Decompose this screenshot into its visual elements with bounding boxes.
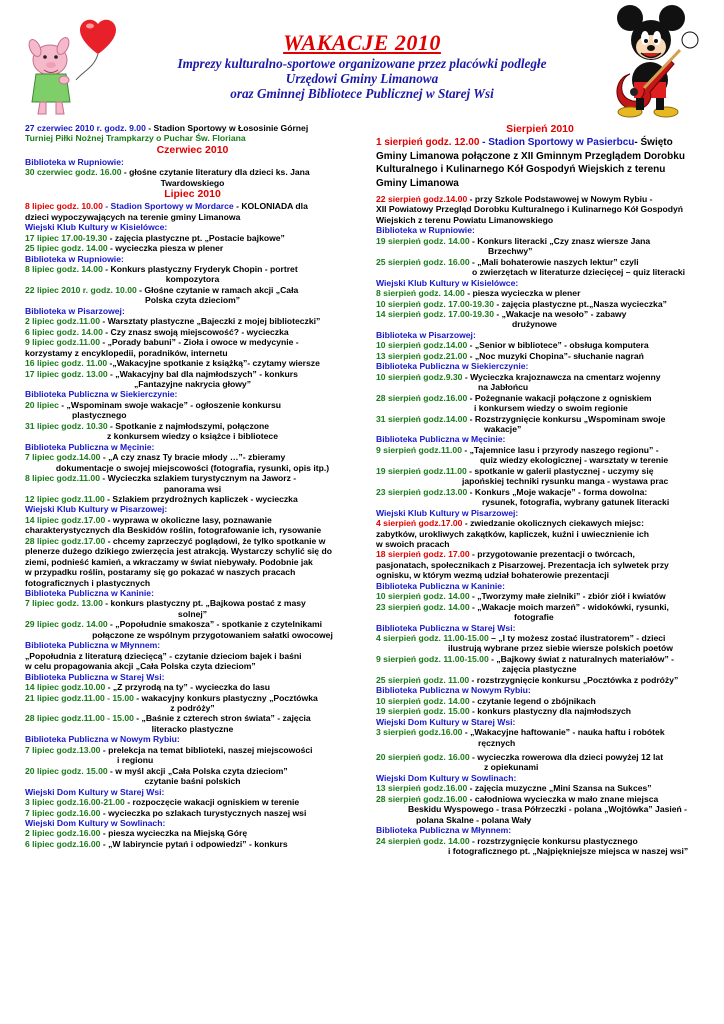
venue-heading: Wiejski Klub Kultury w Kisielówce: [25,222,168,233]
event-line: 28 sierpień godz.16.00 - całodniowa wycieczka w mało znane miejsca [376,793,659,804]
venue-heading: Wiejski Dom Kultury w Sowlinach: [376,772,517,783]
venue-heading: Wiejski Klub Kultury w Kisielówce: [376,277,519,288]
venue-heading: Biblioteka Publiczna w Siekierczynie: [376,361,529,372]
event-line: 17 lipiec godz. 13.00 - „Wakacyjny bal dla najmłodszych” - konkurs [25,368,298,379]
event-line: 2 lipiec godz.11.00 - Warsztaty plastyczne „Bajeczki z mojej biblioteczki” [25,316,321,327]
event-line: 17 lipiec 17.00-19.30 - zajęcia plastyczne pt. „Postacie bajkowe” [25,232,285,243]
event-line: 6 lipiec godz. 14.00 - Czy znasz swoją miejscowość? - wycieczka [25,326,289,337]
mickey-guitar-illustration [600,0,710,118]
event-line: 25 lipiec godz. 14.00 - wycieczka piesza w plener [25,243,224,254]
event-line: w celu propagowania akcji „Cała Polska czyta dzieciom” [25,661,256,672]
month-heading-czerwiec: Czerwiec 2010 [156,143,229,156]
event-line: 28 lipiec godz.11.00 - 15.00 - „Baśnie z czterech stron świata” - zajęcia [25,713,311,724]
event-line: 8 lipiec godz.11.00 - Wycieczka szlakiem turystycznym na Jaworz - [25,473,297,484]
event-line: Gminy Limanowa [376,177,459,189]
event-line: 13 sierpień godz.21.00 - „Noc muzyki Chopina”- słuchanie nagrań [376,350,644,361]
event-line: dzieci wypoczywających na terenie gminy Limanowa [25,211,241,222]
event-line: fotograficznych i plastycznych [25,577,151,588]
event-line: rysunek, fotografia, wybrany gatunek literacki [482,497,670,508]
event-line: 13 sierpień godz.16.00 - zajęcia muzyczne „Mini Szansa na Sukces” [376,783,652,794]
event-line: 3 lipiec godz.16.00-21.00 - rozpoczęcie wakacji ogniskiem w terenie [25,797,300,808]
venue-heading: Biblioteka Publiczna w Starej Wsi: [25,671,165,682]
event-line: z konkursem wiedzy o książce i bibliotece [107,431,278,442]
event-line: Wiejskich z terenu Powiatu Limanowskiego [376,214,554,225]
venue-heading: Wiejski Dom Kultury w Sowlinach: [25,818,166,828]
event-line: 19 sierpień godz. 15.00 - konkurs plastyczny dla najmłodszych [376,706,632,717]
event-line: zajęcia plastyczne [502,664,577,675]
venue-heading: Biblioteka Publiczna w Nowym Rybiu: [25,734,180,745]
event-line: 30 czerwiec godz. 16.00 - głośne czytanie literatury dla dzieci ks. Jana [25,167,310,178]
event-line: 28 lipiec godz.17.00 - chcemy zaprzeczyć poglądowi, że tylko spotkanie w [25,535,326,546]
event-line: charakterystycznych dla Beskidów roślin, fotografowanie ich, rysowanie [25,525,322,536]
event-line: 14 lipiec godz.10.00 - „Z przyrodą na ty” - wycieczka do lasu [25,682,271,693]
subtitle-line-3: oraz Gminnej Bibliotece Publicznej w Starej Wsi [230,86,494,101]
event-line: na Jabłońcu [478,382,529,393]
event-line: quiz wiedzy ekologicznej - warsztaty w terenie [480,455,669,466]
venue-heading: Biblioteka w Pisarzowej: [25,305,125,316]
event-line: z podróży” [170,703,215,714]
event-line: 10 sierpień godz. 17.00-19.30 - zajęcia plastyczne pt.„Nasza wycieczka” [376,298,667,309]
venue-heading: Biblioteka Publiczna w Nowym Rybiu: [376,685,531,696]
event-line: 19 sierpień godz.11.00 - spotkanie w galerii plastycznej - uczymy się [376,465,654,476]
event-line: „Fantazyjne nakrycia głowy” [133,378,251,389]
month-heading-sierpien: Sierpień 2010 [506,123,574,135]
page-title: WAKACJE 2010 [283,30,441,55]
event-line: 4 sierpień godz.17.00 - zwiedzanie okolicznych ciekawych miejsc: [376,518,644,529]
event-line: 9 lipiec godz.11.00 - „Porady babuni” - Zioła i owoce w medycynie - [25,337,299,348]
event-line: 31 sierpień godz.14.00 - Rozstrzygnięcie konkursu „Wspominam swoje [376,413,666,424]
venue-heading: Biblioteka w Rupniowie: [25,253,124,264]
event-line: Kulturalnego i Kulinarnego Kół Gospodyń Wiejskich z terenu [376,164,666,175]
event-line: połączone ze wspólnym przygotowaniem sałatki owocowej [92,629,333,640]
event-line: i konkursem wiedzy o swoim regionie [474,403,628,414]
event-line: 10 sierpień godz. 14.00 - czytanie legend o zbójnikach [376,695,596,706]
event-line: „Popołudnia z literaturą dziecięcą” - czytanie dzieciom bajek i baśni [25,650,302,661]
venue-heading: Biblioteka w Pisarzowej: [376,329,476,340]
event-line: czytanie baśni polskich [144,776,241,787]
venue-heading: Biblioteka Publiczna w Młynnem: [25,640,161,651]
venue-heading: Biblioteka Publiczna w Męcinie: [376,434,506,445]
event-line: 22 lipiec 2010 r. godz. 10.00 - Głośne czytanie w ramach akcji „Cała [25,284,299,295]
venue-heading: Biblioteka Publiczna w Młynnem: [376,825,512,836]
event-line: Twardowskiego [160,177,225,188]
event-line: 9 sierpień godz. 11.00-15.00 - „Bajkowy świat z naturalnych materiałów” - [376,653,675,664]
event-line: wakacje” [484,423,522,434]
event-line: fotografie [514,612,554,623]
month-heading-lipiec: Lipiec 2010 [164,188,221,201]
venue-heading: Biblioteka w Rupniowie: [376,225,475,236]
event-line: 14 lipiec godz.17.00 - wyprawa w okoliczne lasy, poznawanie [25,514,272,525]
venue-heading: Biblioteka Publiczna w Siekierczynie: [25,389,178,400]
event-line: pasjonatach, społecznikach z Pisarzowej. Prezentacja ich sylwetek przy [376,559,669,570]
event-line: 7 lipiec godz.14.00 - „A czy znasz Ty bracie młody …”- zbieramy [25,452,286,463]
right-column [376,123,704,857]
event-line: kompozytora [165,274,220,285]
event-line: 12 lipiec godz.11.00 - Szlakiem przydrożnych kapliczek - wycieczka [25,493,298,504]
event-line: 23 sierpień godz. 14.00 - „Wakacje moich marzeń” - widokówki, rysunki, [376,601,669,612]
event-line: drużynowe [512,319,557,330]
event-line: Turniej Piłki Nożnej Trampkarzy o Puchar Św. Floriana [25,133,246,144]
event-line: 9 sierpień godz.11.00 - „Tajemnice lasu i przyrody naszego regionu” - [376,444,659,455]
event-line: 8 lipiec godz. 14.00 - Konkurs plastyczny Fryderyk Chopin - portret [25,263,298,274]
venue-heading: Biblioteka w Rupniowie: [25,156,124,167]
subtitle-line-1: Imprezy kulturalno-sportowe organizowane przez placówki podległe [177,56,547,71]
event-line: 6 lipiec godz.16.00 - „W labiryncie pytań i odpowiedzi” - konkurs [25,838,288,849]
event-line: 27 czerwiec 2010 r. godz. 9.00 - Stadion Sportowy w Łososinie Górnej [25,123,309,133]
event-line: ilustrują wybrane przez siebie wiersze polskich poetów [448,643,673,654]
event-line: 24 sierpień godz. 14.00 - rozstrzygnięcie konkursu plastycznego [376,835,638,846]
event-line: 1 sierpień godz. 12.00 - Stadion Sportowy w Pasierbcu- Święto [376,137,673,148]
event-line: 19 sierpień godz. 14.00 - Konkurs literacki „Czy znasz wiersze Jana [376,235,651,246]
event-line: i regionu [117,755,154,766]
event-line: w przypadku roślin, postaramy się go pokazać w naszych pracach [25,567,296,578]
event-line: 25 sierpień godz. 16.00 - „Mali bohaterowie naszych lektur” czyli [376,256,639,267]
venue-heading: Wiejski Klub Kultury w Pisarzowej: [25,504,168,515]
event-line: 7 lipiec godz.16.00 - wycieczka po szlakach turystycznych naszej wsi [25,807,307,818]
event-line: Brzechwy” [488,246,533,257]
event-line: z opiekunami [484,762,539,773]
event-line: Beskidu Wyspowego - trasa Półrzeczki - polana „Wojtówka” Jasień - [408,804,688,815]
event-line: polana Skalne - polana Wały [416,814,532,825]
event-line: zabytków, urokliwych zakątków, kapliczek, kuźni i uwiecznienie ich [376,528,650,539]
event-line: XII Powiatowy Przegląd Dorobku Kulturalnego i Kulinarnego Kół Gospodyń [376,204,684,215]
venue-heading: Wiejski Klub Kultury w Pisarzowej: [376,507,519,518]
event-line: 20 lipiec - „Wspominam swoje wakacje” - ogłoszenie konkursu [25,399,281,410]
left-column [25,123,360,849]
event-line: 8 sierpień godz. 14.00 - piesza wycieczka w plener [376,288,581,299]
event-line: panorama wsi [163,483,222,494]
event-line: 2 lipiec godz.16.00 - piesza wycieczka na Miejską Górę [25,828,248,839]
event-line: i fotograficznego pt. „Najpiękniejsze miejsca w naszej wsi” [448,846,689,857]
event-line: 25 sierpień godz. 11.00 - rozstrzygnięcie konkursu „Pocztówka z podróży” [376,674,679,685]
event-line: 4 sierpień godz. 11.00-15.00 – „I ty możesz zostać ilustratorem” - dzieci [376,633,666,644]
event-line: 29 lipiec godz. 14.00 - „Popołudnie smakosza” - spotkanie z czytelnikami [25,619,323,630]
subtitle-line-2: Urzędowi Gminy Limanowa [285,71,439,86]
header [0,0,724,118]
event-line: ziemi, podnieść kamień, a wkraczamy w świat niebywały. Podobnie jak [25,556,313,567]
event-line: plastycznego [72,410,127,421]
event-line: 20 lipiec godz. 15.00 - w myśl akcji „Cała Polska czyta dzieciom” [25,765,288,776]
event-line: 22 sierpień godz.14.00 - przy Szkole Podstawowej w Nowym Rybiu - [376,194,653,204]
venue-heading: Biblioteka Publiczna w Starej Wsi: [376,622,516,633]
event-line: Polska czyta dzieciom” [144,295,241,306]
event-line: 31 lipiec godz. 10.30 - Spotkanie z najmłodszymi, połączone [25,420,270,431]
event-line: 20 sierpień godz. 16.00 - wycieczka rowerowa dla dzieci powyżej 12 lat [376,752,664,763]
venue-heading: Biblioteka Publiczna w Męcinie: [25,441,155,452]
event-line: 18 sierpień godz. 17.00 - przygotowanie prezentacji o twórcach, [376,549,635,560]
venue-heading: Biblioteka Publiczna w Kaninie: [25,588,154,599]
venue-heading: Biblioteka Publiczna w Kaninie: [376,580,505,591]
venue-heading: Wiejski Dom Kultury w Starej Wsi: [25,786,165,797]
event-line: dokumentacje o swojej miejscowości (fotografia, rysunki, opis itp.) [55,462,330,473]
event-line: w swoich pracach [376,538,450,549]
event-line: 3 sierpień godz.16.00 - „Wakacyjne haftowanie” - nauka haftu i robótek [376,727,665,738]
event-line: solnej” [177,608,208,619]
event-line: 23 sierpień godz.13.00 - Konkurs „Moje wakacje” - forma dowolna: [376,486,648,497]
event-line: 14 sierpień godz. 17.00-19.30 - „Wakacje na wesoło” - zabawy [376,308,627,319]
event-line: 10 sierpień godz. 14.00 - „Tworzymy małe zielniki” - zbiór ziół i kwiatów [376,591,666,602]
event-line: literacko plastyczne [151,723,234,734]
event-line: Gminy Limanowa połączone z XII Gminnym Przeglądem Dorobku [376,150,685,162]
event-line: 8 lipiec godz. 10.00 - Stadion Sportowy w Mordarce - KOLONIADA dla [25,201,308,212]
event-line: ognisku, w którym wezmą udział bohaterowie prezentacji [376,570,610,581]
venue-heading: Wiejski Dom Kultury w Starej Wsi: [376,716,516,727]
event-line: 16 lipiec godz. 11.00 -„Wakacyjne spotkanie z książką”- czytamy wiersze [25,358,320,369]
event-line: o zwierzętach w literaturze dziecięcej – quiz literacki [472,267,686,278]
event-line: plenerze dużego dzikiego zwierzęcia jest atrakcją. Wystarczy schylić się do [25,546,332,557]
event-line: 28 sierpień godz.16.00 - Pożegnanie wakacji połączone z ogniskiem [376,392,652,403]
event-line: 7 lipiec godz.13.00 - prelekcja na temat biblioteki, naszej miejscowości [25,744,313,755]
event-line: ręcznych [478,737,516,748]
event-line: 10 sierpień godz.9.30 - Wycieczka krajoznawcza na cmentarz wojenny [376,371,661,382]
event-line: 10 sierpień godz.14.00 - „Senior w bibliotece” - obsługa komputera [376,340,649,351]
event-line: 7 lipiec godz. 13.00 - konkurs plastyczny pt. „Bajkowa postać z masy [25,598,306,609]
event-line: japońskiej techniki rysunku manga - wystawa prac [462,476,669,487]
event-line: korzystamy z encyklopedii, poradników, internetu [25,347,228,358]
event-line: 21 lipiec godz.11.00 - 15.00 - wakacyjny konkurs plastyczny „Pocztówka [25,692,318,703]
